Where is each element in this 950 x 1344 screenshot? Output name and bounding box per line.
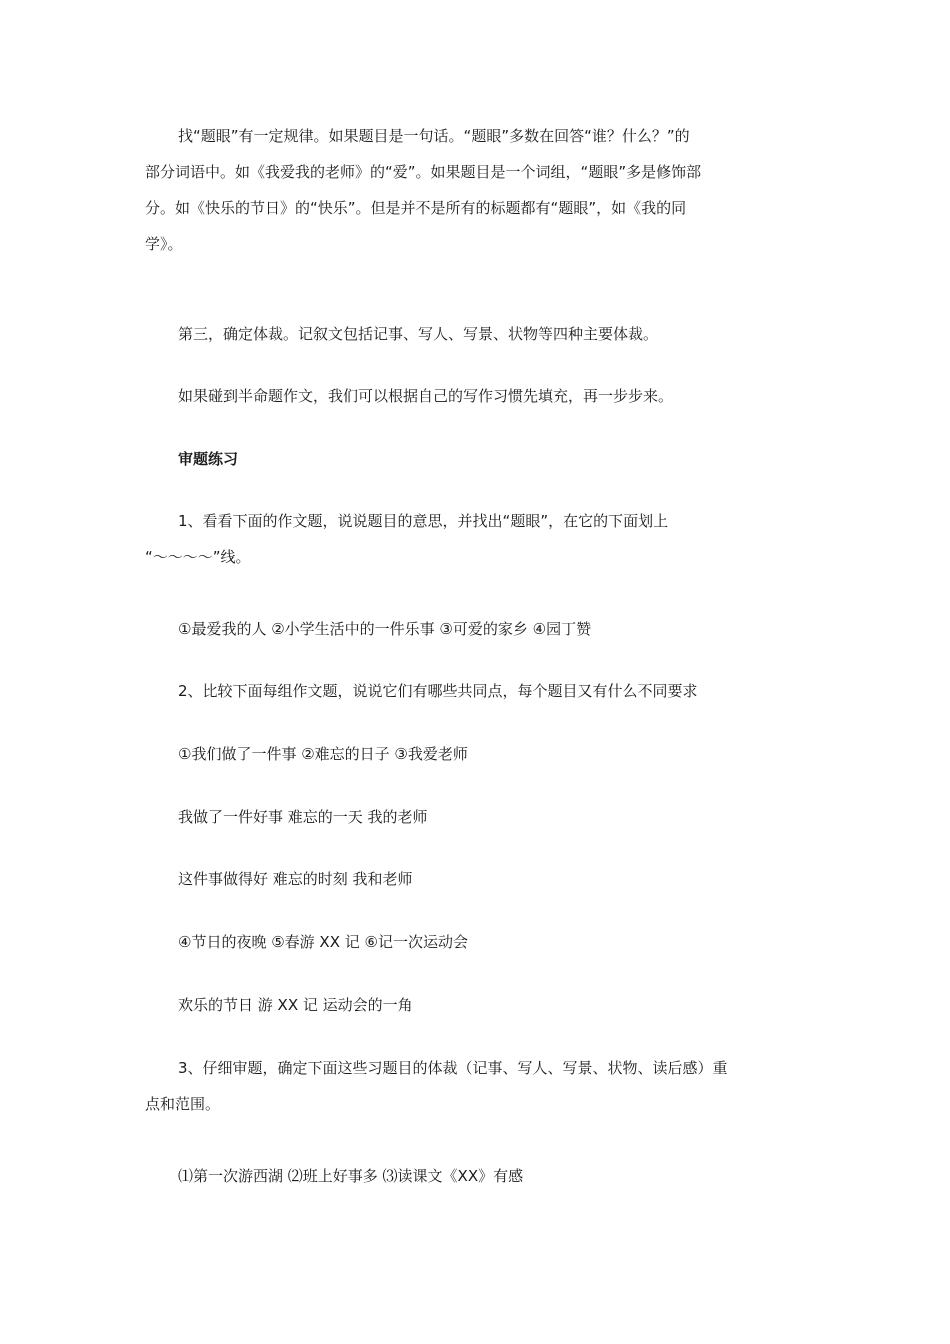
question-1-items: ①最爱我的人 ②小学生活中的一件乐事 ③可爱的家乡 ④园丁赞 — [178, 620, 592, 638]
question-line: “～～～～”线。 — [145, 548, 251, 566]
paragraph-line: 学》。 — [145, 235, 183, 253]
question-2-row: 这件事做得好 难忘的时刻 我和老师 — [178, 870, 413, 888]
question-2-row: ①我们做了一件事 ②难忘的日子 ③我爱老师 — [178, 745, 468, 763]
question-2-row: 欢乐的节日 游 XX 记 运动会的一角 — [178, 996, 413, 1014]
section-heading: 审题练习 — [178, 450, 239, 468]
question-line: 3、仔细审题，确定下面这些习题目的体裁（记事、写人、写景、状物、读后感）重 — [178, 1059, 728, 1077]
question-2-row: 我做了一件好事 难忘的一天 我的老师 — [178, 808, 428, 826]
paragraph-line: 部分词语中。如《我爱我的老师》的“爱”。如果题目是一个词组，“题眼”多是修饰部 — [145, 163, 702, 181]
question-2-row: ④节日的夜晚 ⑤春游 XX 记 ⑥记一次运动会 — [178, 933, 468, 951]
question-3 — [145, 1061, 805, 1112]
paragraph-line: 找“题眼”有一定规律。如果题目是一句话。“题眼”多数在回答“谁？什么？”的 — [178, 127, 690, 145]
question-1 — [145, 514, 805, 565]
paragraph-genre: 第三，确定体裁。记叙文包括记事、写人、写景、状物等四种主要体裁。 — [178, 325, 659, 343]
paragraph-line: 分。如《快乐的节日》的“快乐”。但是并不是所有的标题都有“题眼”，如《我的同 — [145, 199, 687, 217]
question-line: 1、看看下面的作文题，说说题目的意思，并找出“题眼”，在它的下面划上 — [178, 512, 669, 530]
paragraph-title-eye-rules — [145, 129, 805, 252]
question-line: 点和范围。 — [145, 1095, 221, 1113]
question-3-items: ⑴第一次游西湖 ⑵班上好事多 ⑶读课文《XX》有感 — [178, 1167, 524, 1185]
question-2: 2、比较下面每组作文题，说说它们有哪些共同点，每个题目又有什么不同要求 — [178, 682, 698, 700]
paragraph-half-title: 如果碰到半命题作文，我们可以根据自己的写作习惯先填充，再一步步来。 — [178, 387, 674, 405]
